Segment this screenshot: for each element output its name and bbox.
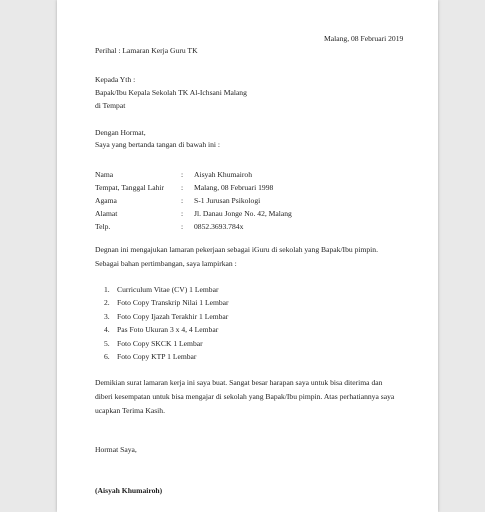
recipient-line-1: Kepada Yth : [95, 75, 136, 84]
letter-page [57, 0, 438, 512]
list-item-number: 1. [104, 285, 110, 294]
recipient-line-2: Bapak/Ibu Kepala Sekolah TK Al-Ichsani Malang [95, 88, 247, 97]
identity-value: S-1 Jurusan Psikologi [194, 196, 261, 205]
recipient-line-3: di Tempat [95, 101, 126, 110]
closing-line-3: ucapkan Terima Kasih. [95, 406, 165, 415]
identity-value: Malang, 08 Februari 1998 [194, 183, 274, 192]
list-item: Foto Copy KTP 1 Lembar [117, 352, 197, 361]
list-item-number: 2. [104, 298, 110, 307]
closing-line-2: diberi kesempatan untuk bisa mengajar di sekolah yang Bapak/Ibu pimpin. Atas perhatiannya saya [95, 392, 395, 401]
list-item: Foto Copy Transkrip Nilai 1 Lembar [117, 298, 229, 307]
list-item-number: 6. [104, 352, 110, 361]
signature-name [95, 486, 162, 496]
identity-label: Nama [95, 170, 114, 179]
identity-separator: : [181, 196, 184, 205]
identity-separator: : [181, 209, 184, 218]
list-item: Pas Foto Ukuran 3 x 4, 4 Lembar [117, 325, 219, 334]
identity-label: Alamat [95, 209, 118, 218]
body-paragraph-2: Sebagai bahan pertimbangan, saya lampirkan : [95, 259, 237, 268]
letter-date: Malang, 08 Februari 2019 [324, 34, 404, 43]
letter-subject: Perihal : Lamaran Kerja Guru TK [95, 46, 198, 55]
list-item-number: 5. [104, 339, 110, 348]
list-item: Foto Copy Ijazah Terakhir 1 Lembar [117, 312, 229, 321]
identity-label: Telp. [95, 222, 111, 231]
list-item: Curriculum Vitae (CV) 1 Lembar [117, 285, 219, 294]
identity-value: 0852.3693.784x [194, 222, 244, 231]
identity-value: Aisyah Khumairoh [194, 170, 252, 179]
identity-label: Tempat, Tanggal Lahir [95, 183, 165, 192]
body-paragraph-1: Degnan ini mengajukan lamaran pekerjaan sebagai iGuru di sekolah yang Bapak/Ibu pimpin. [95, 245, 378, 254]
list-item: Foto Copy SKCK 1 Lembar [117, 339, 203, 348]
greeting: Dengan Hormat, [95, 128, 146, 137]
intro-text: Saya yang bertanda tangan di bawah ini : [95, 140, 221, 149]
signature-name-text: (Aisyah Khumairoh) [95, 486, 163, 495]
list-item-number: 4. [104, 325, 110, 334]
identity-separator: : [181, 170, 184, 179]
identity-separator: : [181, 183, 184, 192]
identity-value: Jl. Danau Jonge No. 42, Malang [194, 209, 292, 218]
identity-separator: : [181, 222, 184, 231]
signoff: Hormat Saya, [95, 445, 137, 454]
identity-label: Agama [95, 196, 117, 205]
closing-line-1: Demikian surat lamaran kerja ini saya buat. Sangat besar harapan saya untuk bisa diterima dan [95, 378, 383, 387]
list-item-number: 3. [104, 312, 110, 321]
